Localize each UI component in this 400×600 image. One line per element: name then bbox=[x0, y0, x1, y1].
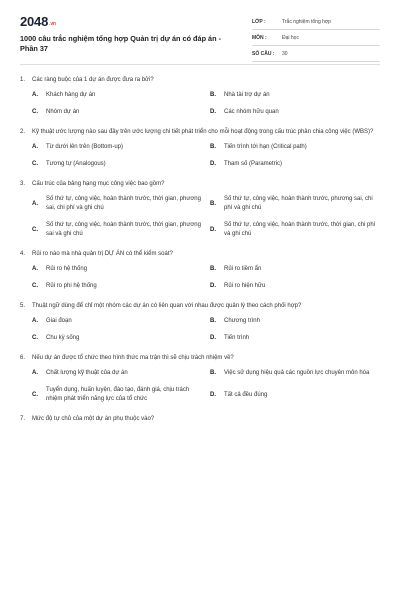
answer-option[interactable] bbox=[32, 221, 202, 239]
question-text: Thuật ngữ dùng để chỉ một nhóm các dự án có liên quan với nhau được quản lý theo cách phối hợp? bbox=[32, 303, 302, 309]
site-logo[interactable] bbox=[20, 14, 56, 29]
meta-value: Đại học bbox=[282, 34, 299, 41]
question-item bbox=[20, 415, 380, 424]
answer-option[interactable] bbox=[210, 108, 380, 117]
question-text: Rủi ro nào mà nhà quản trị DỰ ÁN có thể kiểm soát? bbox=[32, 251, 173, 257]
question-text: Nếu dự án được tổ chức theo hình thức ma trận thì sẽ chịu trách nhiệm về? bbox=[32, 355, 234, 361]
meta-value: 30 bbox=[282, 50, 288, 57]
option-text: Nhóm dự án bbox=[46, 109, 80, 115]
meta-key: SỐ CÂU : bbox=[252, 50, 275, 57]
answer-option[interactable] bbox=[32, 369, 202, 378]
option-letter: D. bbox=[210, 109, 216, 115]
question-number: 6. bbox=[20, 355, 26, 361]
option-text: Số thứ tự, công việc, hoàn thành trước, thời gian, phương sai, chi phí và ghi chú bbox=[46, 196, 201, 211]
meta-value: Trắc nghiệm tổng hợp bbox=[282, 18, 331, 25]
question-number: 7. bbox=[20, 416, 26, 422]
option-letter: C. bbox=[32, 335, 38, 341]
answer-option[interactable] bbox=[210, 386, 380, 404]
answer-option[interactable] bbox=[210, 334, 380, 343]
answer-options bbox=[32, 143, 380, 169]
answer-option[interactable] bbox=[210, 265, 380, 274]
answer-option[interactable] bbox=[32, 195, 202, 213]
option-letter: B. bbox=[210, 92, 216, 98]
option-letter: D. bbox=[210, 161, 216, 167]
option-text: Giai đoạn bbox=[46, 318, 72, 324]
question-stem bbox=[20, 354, 380, 363]
question-number: 3. bbox=[20, 181, 26, 187]
page-header bbox=[0, 0, 400, 64]
option-text: Tương tự (Analogous) bbox=[46, 161, 106, 167]
option-letter: C. bbox=[32, 109, 38, 115]
option-letter: C. bbox=[32, 161, 38, 167]
option-text: Khách hàng dự án bbox=[46, 92, 96, 98]
document-meta bbox=[252, 14, 380, 62]
meta-key: MÔN : bbox=[252, 34, 267, 41]
option-letter: A. bbox=[32, 200, 38, 207]
question-stem bbox=[20, 76, 380, 85]
option-letter: A. bbox=[32, 370, 38, 376]
option-letter: A. bbox=[32, 92, 38, 98]
question-stem bbox=[20, 250, 380, 259]
option-text: Rủi ro hệ thống bbox=[46, 266, 88, 272]
option-letter: A. bbox=[32, 266, 38, 272]
option-letter: D. bbox=[210, 335, 216, 341]
answer-option[interactable] bbox=[32, 386, 202, 404]
answer-options bbox=[32, 91, 380, 117]
question-number: 1. bbox=[20, 77, 26, 83]
option-text: Tham số (Parametric) bbox=[224, 161, 283, 167]
question-text: Các ràng buộc của 1 dự án được đưa ra bởi? bbox=[32, 77, 154, 83]
meta-key: LỚP : bbox=[252, 18, 266, 25]
option-text: Từ dưới lên trên (Bottom-up) bbox=[46, 144, 123, 150]
question-stem bbox=[20, 302, 380, 311]
option-text: Số thứ tự, công việc, hoàn thành trước, phương sai, chi phí và ghi chú bbox=[224, 196, 373, 211]
document-title: 1000 câu trắc nghiệm tổng hợp Quản trị dự án có đáp án - Phần 37 bbox=[20, 34, 222, 53]
answer-option[interactable] bbox=[210, 317, 380, 326]
answer-option[interactable] bbox=[210, 369, 380, 378]
option-letter: B. bbox=[210, 266, 216, 272]
option-text: Rủi ro tiềm ẩn bbox=[224, 266, 262, 272]
question-item bbox=[20, 180, 380, 239]
answer-option[interactable] bbox=[210, 195, 380, 213]
option-letter: D. bbox=[210, 226, 216, 233]
option-letter: C. bbox=[32, 283, 38, 289]
option-text: Chất lượng kỹ thuật của dự án bbox=[46, 370, 128, 376]
option-text: Số thứ tự, công việc, hoàn thành trước, thời gian, chi phí và ghi chú bbox=[224, 222, 376, 237]
answer-option[interactable] bbox=[210, 282, 380, 291]
option-text: Tiến trình tới hạn (Critical path) bbox=[224, 144, 307, 150]
meta-row bbox=[252, 46, 380, 62]
question-stem bbox=[20, 128, 380, 137]
logo-text: 2048 bbox=[20, 14, 49, 29]
question-text: Kỹ thuật ước lượng nào sau đây trên ước lượng chi tiết phát triển cho mỗi hoạt động trong cấu trúc phân chia công việc (WBS)? bbox=[32, 129, 374, 135]
option-text: Rủi ro hiện hữu bbox=[224, 283, 266, 289]
answer-option[interactable] bbox=[32, 265, 202, 274]
option-letter: D. bbox=[210, 391, 216, 398]
option-letter: B. bbox=[210, 200, 216, 207]
option-text: Tiến trình bbox=[224, 335, 250, 341]
header-divider bbox=[20, 64, 380, 65]
question-number: 5. bbox=[20, 303, 26, 309]
question-text: Cấu trúc của bảng hạng mục công việc bao gồm? bbox=[32, 181, 165, 187]
question-item bbox=[20, 250, 380, 291]
option-text: Nhà tài trợ dự án bbox=[224, 92, 270, 98]
question-number: 2. bbox=[20, 129, 26, 135]
option-letter: D. bbox=[210, 283, 216, 289]
answer-option[interactable] bbox=[32, 317, 202, 326]
question-stem bbox=[20, 180, 380, 189]
option-text: Việc sử dụng hiệu quả các nguồn lực chuyên môn hóa bbox=[224, 370, 370, 376]
answer-options bbox=[32, 369, 380, 404]
answer-option[interactable] bbox=[32, 282, 202, 291]
question-stem bbox=[20, 415, 380, 424]
option-text: Các nhóm hữu quan bbox=[224, 109, 279, 115]
meta-row bbox=[252, 30, 380, 46]
option-letter: B. bbox=[210, 144, 216, 150]
answer-option[interactable] bbox=[210, 143, 380, 152]
meta-row bbox=[252, 14, 380, 30]
option-text: Tất cả đều đúng bbox=[224, 391, 268, 398]
answer-options bbox=[32, 195, 380, 239]
answer-options bbox=[32, 265, 380, 291]
logo-suffix: .vn bbox=[49, 21, 56, 27]
answer-options bbox=[32, 317, 380, 343]
option-letter: C. bbox=[32, 391, 38, 398]
option-letter: B. bbox=[210, 370, 216, 376]
answer-option[interactable] bbox=[210, 221, 380, 239]
question-item bbox=[20, 302, 380, 343]
question-text: Mức độ tự chủ của một dự án phụ thuộc vào? bbox=[32, 416, 155, 422]
answer-option[interactable] bbox=[32, 160, 202, 169]
option-letter: A. bbox=[32, 318, 38, 324]
option-text: Số thứ tự, công việc, hoàn thành trước, thời gian, phương sai và ghi chú bbox=[46, 222, 201, 237]
answer-option[interactable] bbox=[32, 143, 202, 152]
answer-option[interactable] bbox=[32, 91, 202, 100]
question-list bbox=[20, 76, 380, 435]
option-text: Rủi ro phi hệ thống bbox=[46, 283, 97, 289]
answer-option[interactable] bbox=[32, 334, 202, 343]
question-item bbox=[20, 76, 380, 117]
answer-option[interactable] bbox=[210, 91, 380, 100]
option-letter: A. bbox=[32, 144, 38, 150]
option-text: Tuyển dụng, huấn luyện, đào tạo, đánh giá, chịu trách nhiệm phát triển năng lực của tổ chức bbox=[46, 387, 190, 402]
option-letter: B. bbox=[210, 318, 216, 324]
answer-option[interactable] bbox=[32, 108, 202, 117]
option-text: Chu kỳ sống bbox=[46, 335, 80, 341]
answer-option[interactable] bbox=[210, 160, 380, 169]
question-number: 4. bbox=[20, 251, 26, 257]
option-text: Chương trình bbox=[224, 318, 260, 324]
option-letter: C. bbox=[32, 226, 38, 233]
question-item bbox=[20, 128, 380, 169]
question-item bbox=[20, 354, 380, 404]
